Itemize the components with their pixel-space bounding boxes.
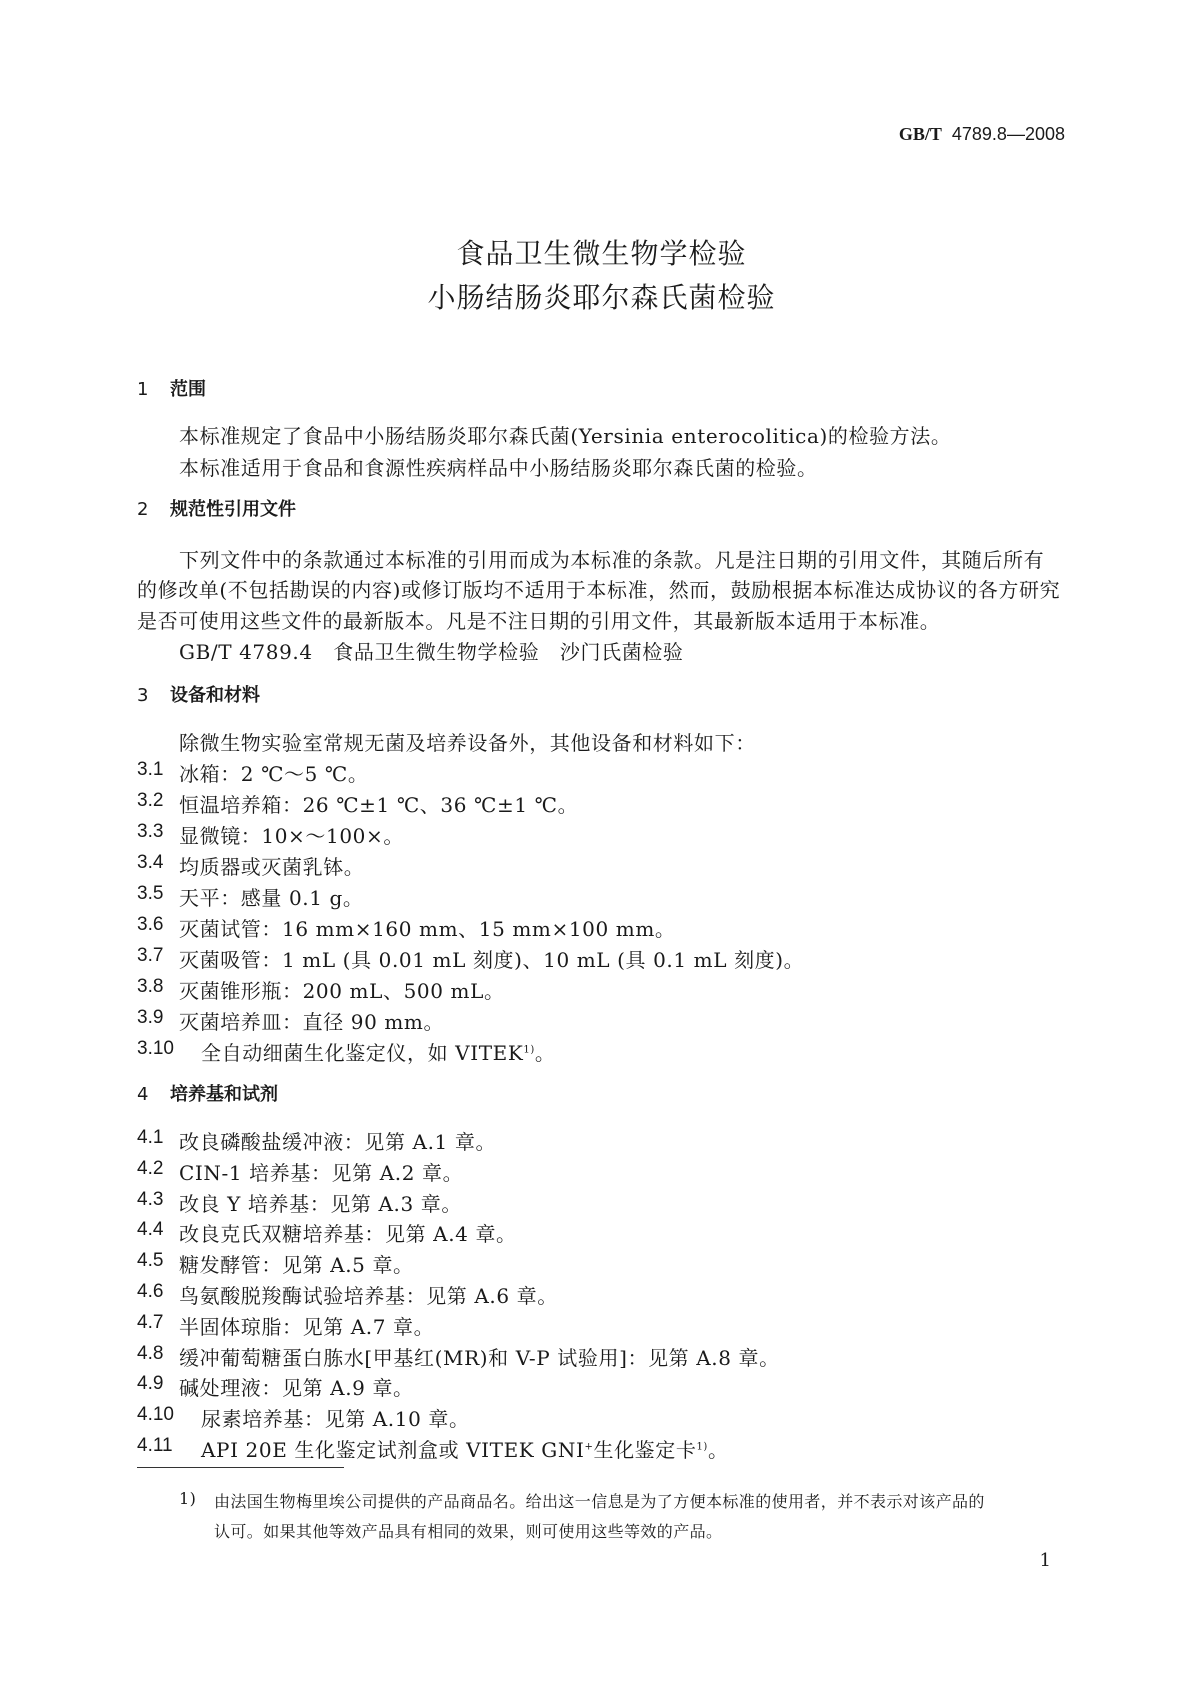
item-text-main: 显微镜：10×～100×。 bbox=[179, 824, 404, 848]
item-text-main: API 20E 生化鉴定试剂盒或 VITEK GNI bbox=[201, 1438, 585, 1462]
paragraph-line: 本标准适用于食品和食源性疾病样品中小肠结肠炎耶尔森氏菌的检验。 bbox=[179, 456, 818, 480]
section-title: 规范性引用文件 bbox=[170, 499, 296, 520]
item-number: 4.6 bbox=[137, 1281, 164, 1302]
section-title: 范围 bbox=[170, 379, 206, 400]
item-text-main: 灭菌培养皿：直径 90 mm。 bbox=[179, 1010, 445, 1034]
item-text bbox=[179, 820, 404, 849]
item-number: 4.8 bbox=[137, 1342, 164, 1364]
item-number: 3.7 bbox=[137, 945, 164, 966]
item-text-main: 全自动细菌生化鉴定仪，如 VITEK bbox=[201, 1041, 524, 1065]
item-text bbox=[179, 975, 505, 1004]
item-number: 3.2 bbox=[137, 790, 164, 811]
item-text-main: CIN-1 培养基：见第 A.2 章。 bbox=[179, 1160, 464, 1185]
item-number: 4.3 bbox=[137, 1188, 164, 1210]
item-number: 3.5 bbox=[137, 883, 164, 904]
section-1-heading bbox=[137, 375, 206, 401]
section-number: 2 bbox=[137, 499, 149, 520]
paragraph-line: 除微生物实验室常规无菌及培养设备外，其他设备和材料如下： bbox=[179, 731, 756, 755]
item-text bbox=[179, 944, 804, 973]
item-text-main: 灭菌试管：16 mm×160 mm、15 mm×100 mm。 bbox=[179, 917, 676, 941]
paragraph-line: 本标准规定了食品中小肠结肠炎耶尔森氏菌(Yersinia enterocolitica)的检验方法。 bbox=[179, 424, 952, 448]
section-4-heading bbox=[137, 1080, 278, 1106]
standard-number: 4789.8—2008 bbox=[951, 124, 1065, 144]
standard-prefix: GB/T bbox=[898, 124, 942, 144]
item-number: 3.1 bbox=[137, 759, 164, 780]
item-number: 3.3 bbox=[137, 821, 164, 842]
item-number: 4.4 bbox=[137, 1219, 164, 1241]
item-number: 4.2 bbox=[137, 1157, 164, 1179]
item-text-main: 改良 Y 培养基：见第 A.3 章。 bbox=[179, 1191, 462, 1216]
section-2-heading bbox=[137, 495, 296, 521]
paragraph-line: 的修改单(不包括勘误的内容)或修订版均不适用于本标准，然而，鼓励根据本标准达成协议的各方研究 bbox=[137, 578, 1061, 602]
item-text bbox=[179, 882, 364, 911]
superscript: + bbox=[584, 1441, 594, 1453]
item-text-main: 冰箱：2 ℃～5 ℃。 bbox=[179, 762, 369, 786]
item-text-main: 尿素培养基：见第 A.10 章。 bbox=[201, 1407, 470, 1432]
item-text bbox=[179, 1372, 414, 1401]
section-title: 设备和材料 bbox=[170, 685, 260, 706]
item-text bbox=[179, 1126, 496, 1155]
item-text-main: 半固体琼脂：见第 A.7 章。 bbox=[179, 1314, 435, 1339]
item-number: 4.1 bbox=[137, 1127, 164, 1148]
footnote-line: 由法国生物梅里埃公司提供的产品商品名。给出这一信息是为了方便本标准的使用者，并不表示对该产品的 bbox=[214, 1492, 985, 1511]
item-text-main: 灭菌吸管：1 mL (具 0.01 mL 刻度)、10 mL (具 0.1 mL 刻度)。 bbox=[179, 948, 805, 972]
item-number: 3.8 bbox=[137, 976, 164, 997]
item-text-tail: 。 bbox=[534, 1041, 556, 1065]
item-text-tail: 。 bbox=[707, 1438, 729, 1462]
item-text-main: 碱处理液：见第 A.9 章。 bbox=[179, 1376, 414, 1401]
item-number: 3.4 bbox=[137, 852, 164, 873]
footnote-line: 认可。如果其他等效产品具有相同的效果，则可使用这些等效的产品。 bbox=[214, 1522, 723, 1541]
paragraph-line: 下列文件中的条款通过本标准的引用而成为本标准的条款。凡是注日期的引用文件，其随后所有 bbox=[179, 548, 1045, 572]
item-text bbox=[179, 1188, 462, 1217]
section-number: 3 bbox=[137, 685, 149, 706]
item-text-main: 缓冲葡萄糖蛋白胨水[甲基红(MR)和 V-P 试验用]：见第 A.8 章。 bbox=[179, 1345, 780, 1370]
section-title: 培养基和试剂 bbox=[170, 1084, 278, 1105]
item-text-main: 改良克氏双糖培养基：见第 A.4 章。 bbox=[179, 1222, 517, 1247]
item-text bbox=[179, 1006, 444, 1035]
footnote-divider bbox=[137, 1467, 344, 1468]
item-text bbox=[179, 1311, 434, 1340]
page-number: 1 bbox=[1039, 1550, 1051, 1571]
item-number: 4.10 bbox=[137, 1404, 174, 1426]
item-text bbox=[179, 789, 578, 818]
item-text bbox=[179, 1157, 463, 1186]
item-text-main: 灭菌锥形瓶：200 mL、500 mL。 bbox=[179, 979, 505, 1003]
item-text-main: 均质器或灭菌乳钵。 bbox=[179, 855, 365, 879]
item-text bbox=[179, 1218, 517, 1247]
item-number: 4.11 bbox=[137, 1435, 173, 1456]
reference-entry: GB/T 4789.4 食品卫生微生物学检验 沙门氏菌检验 bbox=[179, 640, 684, 664]
item-text bbox=[179, 1249, 414, 1278]
item-text bbox=[179, 851, 364, 880]
item-text-cont: 生化鉴定卡 bbox=[593, 1438, 697, 1462]
item-text bbox=[179, 758, 369, 787]
item-text-main: 恒温培养箱：26 ℃±1 ℃、36 ℃±1 ℃。 bbox=[179, 793, 579, 817]
item-number: 4.9 bbox=[137, 1373, 164, 1395]
item-text bbox=[179, 913, 676, 942]
item-text bbox=[201, 1037, 555, 1066]
item-text-main: 天平：感量 0.1 g。 bbox=[179, 886, 364, 910]
item-number: 4.5 bbox=[137, 1250, 164, 1272]
title-line-1: 食品卫生微生物学检验 bbox=[456, 237, 747, 270]
section-number: 1 bbox=[137, 379, 149, 400]
title-line-2: 小肠结肠炎耶尔森氏菌检验 bbox=[427, 281, 776, 314]
item-text-main: 鸟氨酸脱羧酶试验培养基：见第 A.6 章。 bbox=[179, 1284, 558, 1308]
item-text-main: 改良磷酸盐缓冲液：见第 A.1 章。 bbox=[179, 1130, 497, 1154]
footnote-mark: 1) bbox=[179, 1489, 197, 1508]
section-number: 4 bbox=[137, 1084, 149, 1105]
item-text bbox=[201, 1434, 729, 1463]
item-text-main: 糖发酵管：见第 A.5 章。 bbox=[179, 1253, 414, 1278]
item-number: 3.9 bbox=[137, 1007, 164, 1028]
standard-code bbox=[899, 124, 1065, 145]
footnote-ref: 1) bbox=[696, 1441, 708, 1453]
item-text bbox=[179, 1280, 558, 1309]
item-number: 4.7 bbox=[137, 1311, 164, 1333]
item-number: 3.10 bbox=[137, 1038, 174, 1059]
section-3-heading bbox=[137, 681, 260, 707]
item-number: 3.6 bbox=[137, 914, 164, 935]
item-text bbox=[201, 1403, 470, 1432]
superscript: 1) bbox=[523, 1044, 535, 1056]
item-text bbox=[179, 1342, 780, 1371]
paragraph-line: 是否可使用这些文件的最新版本。凡是不注日期的引用文件，其最新版本适用于本标准。 bbox=[137, 609, 941, 633]
